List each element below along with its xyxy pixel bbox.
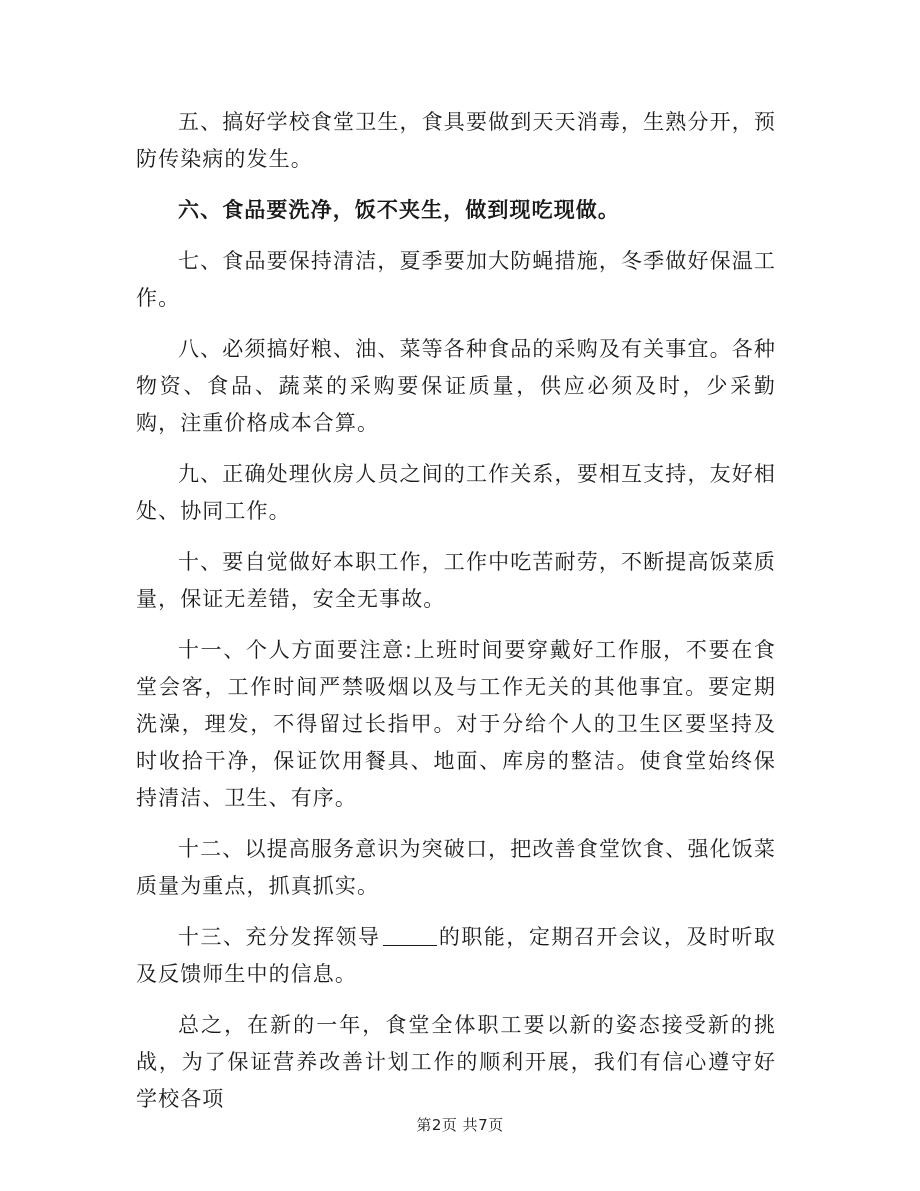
paragraph-11: 十一、个人方面要注意:上班时间要穿戴好工作服，不要在食堂会客，工作时间严禁吸烟以及与工作无关的其他事宜。要定期洗澡，理发，不得留过长指甲。对于分给个人的卫生区要坚持及时收拾干净，保证饮用餐具、地面、库房的整洁。使食堂始终保持清洁、卫生、有序。 [136, 638, 776, 810]
paragraph-13 [136, 919, 776, 993]
paragraph-12: 十二、以提高服务意识为突破口，把改善食堂饮食、强化饭菜质量为重点，抓真抓实。 [136, 837, 776, 898]
paragraph-5: 五、搞好学校食堂卫生，食具要做到天天消毒，生熟分开，预防传染病的发生。 [136, 110, 776, 171]
page-number-footer: 第2页 共7页 [416, 1116, 504, 1134]
paragraph-8: 八、必须搞好粮、油、菜等各种食品的采购及有关事宜。各种物资、食品、蔬菜的采购要保证质量，供应必须及时，少采勤购，注重价格成本合算。 [136, 337, 776, 435]
paragraph-6: 六、食品要洗净，饭不夹生，做到现吃现做。 [178, 198, 620, 222]
paragraph-9: 九、正确处理伙房人员之间的工作关系，要相互支持，友好相处、协同工作。 [136, 462, 776, 523]
fill-in-blank [383, 923, 437, 946]
paragraph-10: 十、要自觉做好本职工作，工作中吃苦耐劳，不断提高饭菜质量，保证无差错，安全无事故。 [136, 550, 776, 611]
closing-paragraph: 总之，在新的一年，食堂全体职工要以新的姿态接受新的挑战，为了保证营养改善计划工作的顺利开展，我们有信心遵守好学校各项 [136, 1013, 776, 1111]
document-body [136, 104, 776, 1132]
paragraph-7: 七、食品要保持清洁，夏季要加大防蝇措施，冬季做好保温工作。 [136, 249, 776, 310]
paragraph-13-end: 的职能，定期召开会议，及时听取及反馈师生中的信息。 [136, 925, 776, 986]
paragraph-13-start: 十三、充分发挥领导 [178, 925, 381, 949]
